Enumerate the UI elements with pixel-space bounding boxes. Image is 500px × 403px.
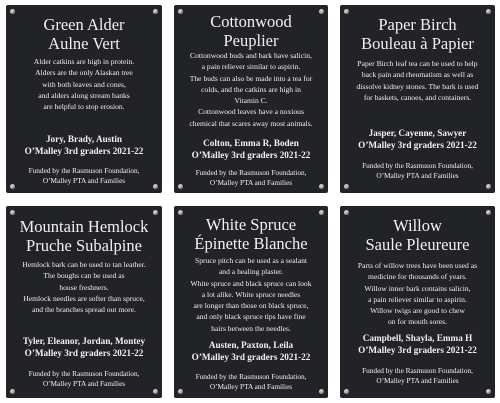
screw-icon (153, 389, 158, 394)
plaque-credit (340, 127, 495, 151)
funding-line: O’Malley PTA and Families (376, 171, 459, 180)
plaque-cottonwood (174, 5, 328, 193)
student-names: Campbell, Shayla, Emma H (362, 333, 473, 343)
plaque-title-line: Peuplier (223, 31, 279, 50)
funding-line: Funded by the Rasmuson Foundation, (362, 161, 473, 170)
plaque-funding (6, 369, 162, 389)
grade-line: O’Malley 3rd graders 2021-22 (24, 146, 144, 156)
screw-icon (153, 9, 158, 14)
funding-line: O’Malley PTA and Families (376, 376, 459, 385)
plaque-description (6, 259, 162, 315)
grade-line: O’Malley 3rd graders 2021-22 (191, 150, 311, 160)
description-line: a pain reliever similar to aspirin. (201, 62, 301, 72)
plaque-funding (174, 168, 328, 188)
plaque-green-alder (6, 5, 162, 193)
description-line: for baskets, canoes, and containers. (363, 92, 472, 102)
plaque-title (6, 217, 162, 255)
funding-line: O’Malley PTA and Families (209, 178, 293, 187)
description-line: Alders are the only Alaskan tree (35, 68, 133, 78)
student-names: Austen, Paxton, Leila (208, 340, 294, 350)
plaque-title (340, 216, 495, 254)
grade-line: O’Malley 3rd graders 2021-22 (358, 345, 477, 355)
plaque-title-line: Green Alder (43, 15, 125, 34)
screw-icon (10, 210, 15, 215)
description-line: Willow twigs are good to chew (370, 306, 465, 316)
screw-icon (344, 210, 349, 215)
plaque-title-line: White Spruce (205, 215, 297, 234)
description-line: Parts of willow trees have been used as (357, 261, 478, 270)
plaque-mountain-hemlock (6, 206, 162, 398)
description-line: Vitamin C. (234, 96, 268, 106)
funding-line: Funded by the Rasmuson Foundation, (28, 369, 140, 378)
description-line: back pain and rheumatism as well as (361, 70, 474, 80)
description-line: Paper Birch leaf tea can be used to help (357, 59, 478, 68)
plaque-title-line: Paper Birch (378, 15, 457, 34)
funding-line: O’Malley PTA and Families (209, 382, 293, 391)
screw-icon (10, 389, 15, 394)
plaque-funding (174, 372, 328, 392)
plaque-title (340, 15, 495, 53)
screw-icon (344, 389, 349, 394)
grade-line: O’Malley 3rd graders 2021-22 (24, 348, 144, 358)
screw-icon (486, 389, 491, 394)
plaque-credit (6, 133, 162, 157)
screw-icon (486, 9, 491, 14)
screw-icon (344, 9, 349, 14)
screw-icon (10, 9, 15, 14)
student-names: Colton, Emma R, Boden (203, 138, 299, 148)
plaque-description (340, 260, 495, 328)
description-line: with both leaves and cones, (42, 79, 126, 89)
description-line: are longer than those on black spruce, (193, 301, 309, 311)
grade-line: O’Malley 3rd graders 2021-22 (358, 140, 477, 150)
description-line: and a healing plaster. (218, 267, 284, 277)
description-line: The buds can also be made into a tea for (189, 73, 313, 83)
plaque-title-line: Bouleau à Papier (361, 34, 474, 53)
screw-icon (486, 184, 491, 189)
plaque-title-line: Pruche Subalpine (26, 236, 142, 255)
screw-icon (486, 210, 491, 215)
description-line: a pain reliever similar to aspirin. (368, 294, 467, 304)
plaque-funding (340, 161, 495, 181)
plaque-willow (340, 206, 495, 398)
description-line: colds, and the catkins are high in (201, 84, 301, 94)
description-line: and the branches spread out more. (32, 305, 136, 315)
description-line: dissolve kidney stones. The bark is used (356, 81, 479, 91)
description-line: are helpful to stop erosion. (43, 102, 125, 112)
funding-line: Funded by the Rasmuson Foundation, (195, 372, 307, 381)
plaque-description (174, 50, 328, 129)
description-line: Cottonwood buds and bark have salicin, (190, 51, 312, 60)
description-line: Hemlock bark can be used to tan leather. (22, 260, 146, 269)
description-line: Alder catkins are high in protein. (33, 57, 135, 66)
plaque-title (6, 15, 162, 53)
plaque-credit (174, 137, 328, 161)
student-names: Tyler, Eleanor, Jordan, Montey (22, 336, 146, 346)
student-names: Jasper, Cayenne, Sawyer (368, 128, 467, 138)
plaque-paper-birch (340, 5, 495, 193)
funding-line: Funded by the Rasmuson Foundation, (362, 366, 473, 375)
plaque-credit (6, 335, 162, 359)
plaque-description (340, 58, 495, 103)
description-line: on for mouth sores. (387, 317, 448, 327)
description-line: Spruce pitch can be used as a sealant (195, 256, 307, 265)
description-line: medicine for thousands of years. (368, 272, 467, 282)
description-line: and alders along stream banks (38, 90, 130, 100)
description-line: chemical that scares away most animals. (189, 118, 313, 128)
description-line: Willow inner bark contains salicin, (364, 283, 471, 293)
plaque-description (174, 255, 328, 334)
plaque-credit (174, 339, 328, 363)
description-line: and only black spruce tips have fine (196, 312, 306, 322)
funding-line: Funded by the Rasmuson Foundation, (28, 166, 140, 175)
screw-icon (344, 184, 349, 189)
plaque-white-spruce (174, 206, 328, 398)
plaque-title-line: Aulne Vert (48, 34, 120, 53)
description-line: White spruce and black spruce can look (190, 278, 312, 288)
screw-icon (153, 210, 158, 215)
description-line: house freshners. (59, 282, 109, 292)
plaque-funding (6, 166, 162, 186)
funding-line: Funded by the Rasmuson Foundation, (195, 168, 307, 177)
funding-line: O’Malley PTA and Families (42, 176, 126, 185)
description-line: Hemlock needles are softer than spruce, (23, 293, 145, 303)
plaque-credit (340, 332, 495, 356)
plaque-title-line: Willow (393, 216, 442, 235)
plaque-title-line: Épinette Blanche (194, 234, 308, 253)
plaque-title-line: Cottonwood (210, 12, 292, 31)
plaque-title-line: Mountain Hemlock (19, 217, 149, 236)
plaque-title (174, 215, 328, 253)
plaque-funding (340, 366, 495, 386)
plaque-title (174, 12, 328, 50)
student-names: Jory, Brady, Austin (45, 134, 123, 144)
description-line: Cottonwood leaves have a noxious (198, 107, 304, 117)
description-line: a lot alike. White spruce needles (201, 289, 301, 299)
description-line: The boughs can be used as (43, 271, 125, 281)
funding-line: O’Malley PTA and Families (42, 379, 126, 388)
plaque-description (6, 56, 162, 112)
grade-line: O’Malley 3rd graders 2021-22 (191, 352, 311, 362)
description-line: hairs between the needles. (211, 323, 291, 333)
plaque-title-line: Saule Pleureure (365, 235, 470, 254)
